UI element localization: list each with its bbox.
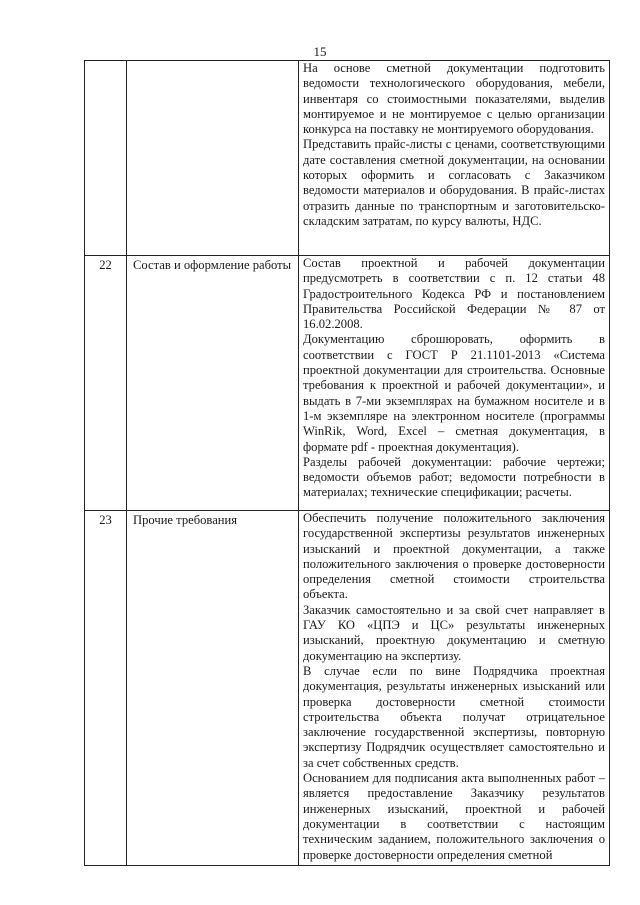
page-number: 15 [313, 44, 327, 59]
requirement-name: Прочие требования [127, 511, 299, 866]
text-paragraph: Состав проектной и рабочей документации предусмотреть в соответствии с п. 12 статьи 48 Градостроительного Кодекса РФ и постановлением Правительства Российской Федерации № 87 от 16.02.2008. [303, 256, 605, 332]
text-paragraph: Разделы рабочей документации: рабочие чертежи; ведомости объемов работ; ведомости потребности в материалах; технические спецификации; расчеты. [303, 454, 605, 500]
requirement-text [299, 511, 610, 866]
text-paragraph: Обеспечить получение положительного заключения государственной экспертизы результатов инженерных изысканий и проектной документации, а также положительного заключения о проверке достоверности определения сметной стоимости строительства объекта. [303, 511, 605, 602]
table-row [85, 511, 610, 866]
table-row [85, 256, 610, 511]
requirement-text [299, 256, 610, 511]
requirement-name [127, 61, 299, 256]
text-paragraph: Основанием для подписания акта выполненных работ – является предоставление Заказчику результатов инженерных изысканий, проектной и рабочей документации в соответствии с настоящим техническим заданием, положительного заключения о проверке достоверности определения сметной [303, 771, 605, 862]
text-paragraph: На основе сметной документации подготовить ведомости технологического оборудования, мебели, инвентаря со стоимостными показателями, выделив монтируемое и не монтируемое с целью организации конкурса на поставку не монтируемого оборудования. [303, 61, 605, 137]
text-paragraph: Документацию сброшюровать, оформить в соответствии с ГОСТ Р 21.1101-2013 «Система проектной документации для строительства. Основные требования к проектной и рабочей документации», и выдать в 7-ми экземплярах на бумажном носителе и в 1-м экземпляре на электронном носителе (программы WinRik, Word, Excel – сметная документация, в формате pdf - проектная документация). [303, 332, 605, 454]
table-row [85, 61, 610, 256]
text-paragraph: Представить прайс-листы с ценами, соответствующими дате составления сметной документации, на основании которых оформить и согласовать с Заказчиком ведомости материалов и оборудования. В прайс-листах отразить данные по транспортным и заготовительско-складским затратам, по курсу валюты, НДС. [303, 137, 605, 228]
row-number: 22 [85, 256, 127, 511]
requirement-name: Состав и оформление работы [127, 256, 299, 511]
requirement-text [299, 61, 610, 256]
text-paragraph: Заказчик самостоятельно и за свой счет направляет в ГАУ КО «ЦПЭ и ЦС» результаты инженерных изысканий, проектную документацию и сметную документацию на экспертизу. [303, 602, 605, 663]
row-number: 23 [85, 511, 127, 866]
requirements-table [84, 60, 610, 866]
row-number [85, 61, 127, 256]
text-paragraph: В случае если по вине Подрядчика проектная документация, результаты инженерных изысканий или проверка достоверности сметной стоимости строительства объекта получат отрицательное заключение государственной экспертизы, повторную экспертизу Подрядчик осуществляет самостоятельно и за счет собственных средств. [303, 663, 605, 770]
